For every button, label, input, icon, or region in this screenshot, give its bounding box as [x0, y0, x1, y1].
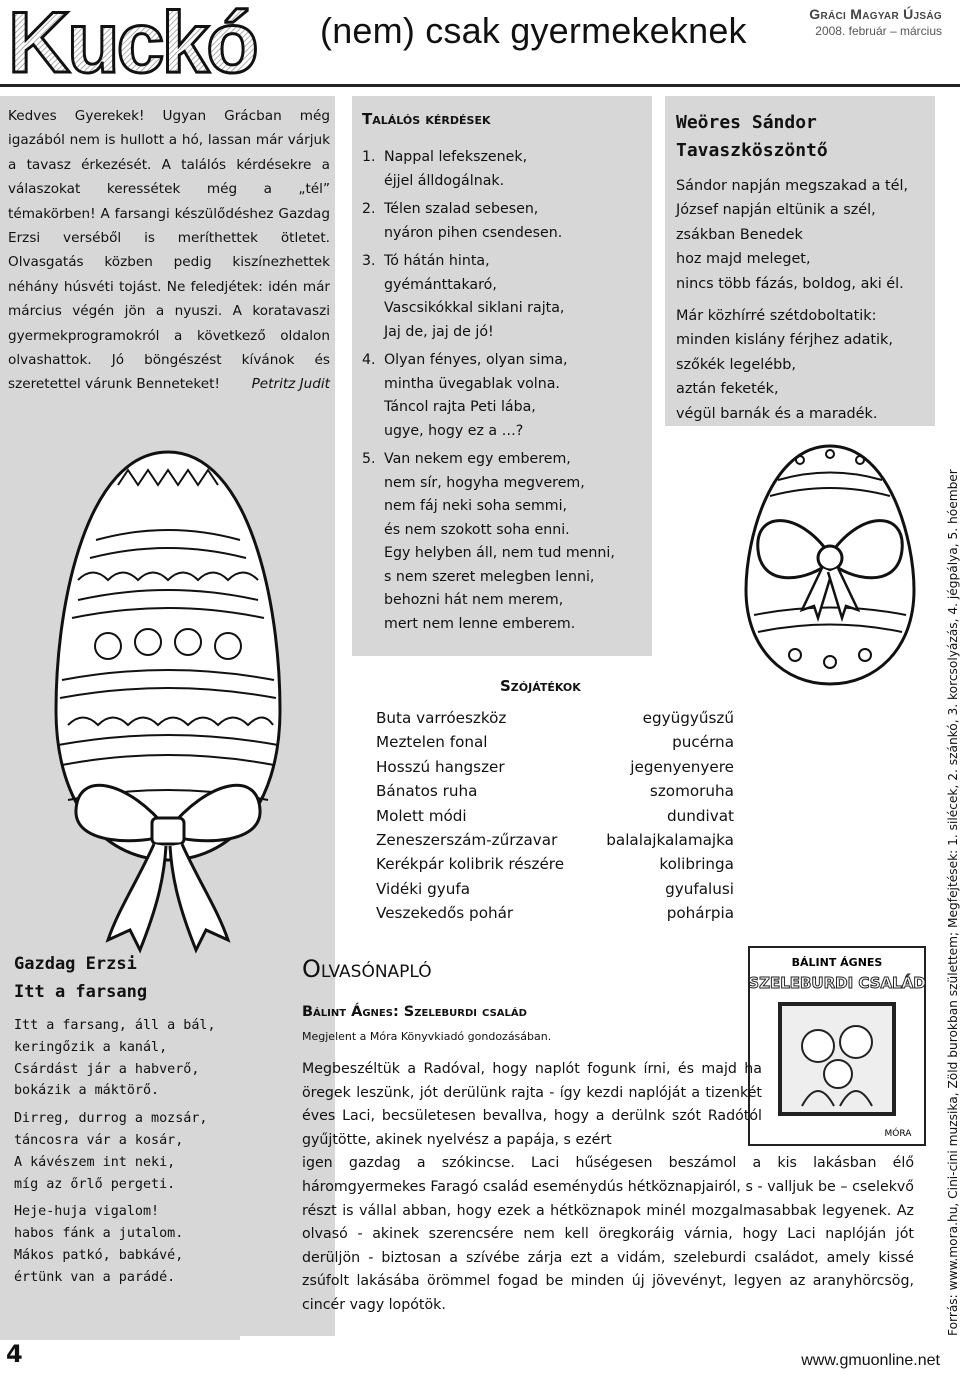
wordplay-row: [376, 877, 734, 901]
riddle-line: Egy helyben áll, nem tud menni,: [384, 545, 615, 561]
kucko-logo: [6, 2, 278, 82]
wordplay-answer: jegenyenyere: [630, 757, 734, 776]
riddle-item: [362, 146, 652, 193]
wordplay-answer: dundivat: [666, 806, 734, 825]
easter-egg-drawing-left: [48, 440, 288, 960]
riddle-item: [362, 250, 652, 344]
weores-author: Weöres Sándor: [676, 112, 817, 133]
riddle-line: Jaj de, jaj de jó!: [384, 323, 494, 340]
riddle-line: nem fáj neki soha semmi,: [384, 498, 568, 514]
wordplay-row: [376, 730, 734, 754]
weores-line: József napján eltünik a szél,: [676, 202, 876, 219]
book-publisher: Megjelent a Móra Könyvkiadó gondozásában.: [302, 1030, 552, 1043]
wordplay-clue: Bánatos ruha: [376, 782, 478, 801]
poem-line: értünk van a parádé.: [14, 1269, 176, 1285]
riddle-number: 2.: [362, 201, 376, 217]
cover-imprint-text: MÓRA: [884, 1129, 912, 1139]
wordplay-answer: balalajkalamajka: [606, 831, 734, 850]
issue-date: 2008. február – március: [815, 24, 942, 38]
cover-title-text: SZELEBURDI CSALÁD: [748, 974, 926, 992]
wordplay-answer: szomoruha: [649, 782, 734, 801]
weores-line: hoz majd meleget,: [676, 251, 811, 268]
wordplay-row: [376, 804, 734, 828]
poem-line: Csárdást jár a habverő,: [14, 1061, 200, 1077]
weores-line: minden kislány férjhez adatik,: [676, 332, 893, 349]
wordplay-title: Szójátékok: [500, 677, 581, 695]
poem-line: Itt a farsang, áll a bál,: [14, 1018, 216, 1033]
riddle-line: Van nekem egy emberem,: [384, 451, 571, 467]
wordplay-clue: Zeneszerszám-zűrzavar: [376, 831, 558, 850]
riddles-list: [362, 146, 652, 636]
wordplay-row: [376, 755, 734, 779]
riddle-line: Táncol rajta Peti lába,: [384, 399, 536, 415]
riddle-line: behozni hát nem merem,: [384, 592, 564, 608]
intro-signature: Petritz Judit: [251, 376, 330, 393]
wordplay-answer: pohárpia: [666, 904, 734, 923]
weores-title: Tavaszköszöntő: [676, 140, 828, 161]
page-headline: (nem) csak gyermekeknek: [320, 10, 747, 51]
wordplay-clue: Hosszú hangszer: [376, 757, 505, 776]
wordplay-clue: Buta varróeszköz: [376, 709, 507, 727]
wordplay-clue: Veszekedős pohár: [376, 904, 514, 923]
riddle-number: 3.: [362, 253, 376, 269]
riddle-line: Tó hátán hinta,: [384, 253, 490, 269]
wordplay-answer: együgyűszű: [642, 709, 734, 727]
wordplay-answer: gyufalusi: [665, 879, 734, 898]
wordplay-clue: Kerékpár kolibrik részére: [376, 855, 565, 874]
sources-and-answers: Forrás: www.mora.hu, Cini-cini muzsika, Zöld burokban születtem; Megfejtések: 1. silécek, 2. szánkó, 3. korcsolyázás, 4. jégpálya, 5. hóember: [946, 469, 960, 1336]
book-review: [302, 1058, 914, 1318]
poem-line: keringőzik a kanál,: [14, 1039, 168, 1055]
riddle-number: 1.: [362, 149, 376, 165]
wordplay-row: [376, 706, 734, 730]
website-link[interactable]: www.gmuonline.net: [801, 1352, 940, 1369]
wordplay-table: [376, 706, 734, 926]
easter-egg-drawing-right: [740, 440, 920, 690]
riddle-item: [362, 349, 652, 443]
riddle-line: és nem szokott soha enni.: [384, 521, 570, 538]
poem-line: Heje-huja vigalom!: [14, 1204, 160, 1220]
poem-author: Gazdag Erzsi: [14, 954, 137, 974]
wordplay-clue: Molett módi: [376, 806, 467, 825]
riddle-line: mert nem lenne emberem.: [384, 615, 576, 632]
intro-letter: [8, 104, 330, 397]
weores-line: Sándor napján megszakad a tél,: [676, 178, 909, 194]
wordplay-clue: Vidéki gyufa: [376, 879, 471, 898]
riddle-line: s nem szeret melegben lenni,: [384, 568, 595, 585]
page-number: 4: [6, 1340, 23, 1368]
wordplay-answer: pucérna: [672, 733, 734, 752]
book-review-part1: Megbeszéltük a Radóval, hogy naplót fogunk írni, és majd ha öregek leszünk, jót derülünk rajta - így kezdi naplóját a tizenkét éves Laci, becsületesen bevallva, hogy a derülnk szót Radótól gyűjtötte, akinek nyelvész a papája, s ezért: [302, 1061, 762, 1148]
riddle-line: Télen szalad sebesen,: [384, 201, 539, 217]
riddle-line: ugye, hogy ez a …?: [384, 422, 524, 439]
riddle-line: gyémánttakaró,: [384, 276, 497, 293]
publication-name: Gráci Magyar Újság: [809, 6, 942, 22]
riddle-line: Vascsikókkal siklani rajta,: [384, 300, 565, 316]
wordplay-row: [376, 828, 734, 852]
svg-text:Kuckó: Kuckó: [8, 2, 256, 82]
weores-line: szőkék legelébb,: [676, 356, 796, 373]
intro-body: Kedves Gyerekek! Ugyan Grácban még igazából nem is hullott a hó, lassan már várjuk a tavasz érkezését. A találós kérdésekre a válaszokat keressétek még a „tél” témakörben! A farsangi készülődéshez Gazdag Erzsi verséből is meríthettek ötletet. Olvasgatás közben pedig kiszínezhettek néhány húsvéti tojást. Ne feledjétek: idén már március végén jön a nyuszi. A koratavaszi gyermekprogramokról a következő oldalon olvashattok. Jó böngészést kívánok és szeretettel várunk Benneteket!: [8, 108, 330, 393]
poem-line: táncosra vár a kosár,: [14, 1132, 184, 1148]
poem-body: [14, 1015, 239, 1289]
header-rule: [0, 84, 960, 87]
book-title: Bálint Ágnes: Szeleburdi család: [302, 1004, 527, 1020]
poem-line: Dirreg, durrog a mozsár,: [14, 1111, 208, 1127]
poem-line: míg az őrlő pergeti.: [14, 1176, 176, 1192]
weores-line: Már közhírré szétdoboltatik:: [676, 308, 877, 325]
reading-section-title: Olvasónapló: [302, 955, 432, 983]
riddle-line: Olyan fényes, olyan sima,: [384, 352, 568, 368]
riddle-number: 4.: [362, 352, 376, 368]
poem-line: A kávészem int neki,: [14, 1154, 176, 1170]
riddle-number: 5.: [362, 451, 376, 467]
riddles-title: Találós kérdések: [362, 110, 491, 128]
weores-line: nincs több fázás, boldog, aki él.: [676, 275, 904, 292]
poem-line: Mákos patkó, babkávé,: [14, 1247, 184, 1263]
poem-line: bokázik a máktörő.: [14, 1083, 160, 1099]
riddle-line: éjjel álldogálnak.: [384, 172, 505, 189]
riddle-line: nyáron pihen csendesen.: [384, 224, 563, 241]
riddle-item: [362, 448, 652, 636]
riddle-item: [362, 198, 652, 245]
riddle-line: nem sír, hogyha megverem,: [384, 474, 585, 491]
riddle-line: Nappal lefekszenek,: [384, 149, 528, 165]
wordplay-row: [376, 901, 734, 925]
poem-title: Itt a farsang: [14, 982, 148, 1002]
book-review-part2: igen gazdag a szókincse. Laci hűségesen beszámol a kis lakásban élő háromgyermekes Faragó család eseménydús hétköznapjairól, s - valljuk be – cselekvő részt is vállal abban, hogy ezek a hétköznapok minél mozgalmasabbak legyenek. Az olvasó - akinek szerencsére nem kell öregkoráig várnia, hogy Laci naplóján jót derüljön - biztosan a szívébe zárja ezt a vidám, szeleburdi családot, amely kissé zsúfolt lakásába örömmel fogad be minden új jövevényt, legyen az aranyhörcsög, cincér vagy lopótök.: [302, 1155, 914, 1313]
cover-author-text: BÁLINT ÁGNES: [791, 956, 883, 969]
publication-block: [809, 6, 942, 38]
wordplay-clue: Meztelen fonal: [376, 733, 488, 752]
weores-line: zsákban Benedek: [676, 226, 803, 243]
weores-poem: [676, 174, 936, 426]
weores-line: végül barnák és a maradék.: [676, 405, 878, 422]
weores-line: aztán feketék,: [676, 381, 779, 398]
wordplay-row: [376, 779, 734, 803]
wordplay-answer: kolibringa: [659, 855, 734, 874]
riddle-line: mintha üvegablak volna.: [384, 375, 560, 392]
poem-line: habos fánk a jutalom.: [14, 1226, 184, 1242]
wordplay-row: [376, 852, 734, 876]
